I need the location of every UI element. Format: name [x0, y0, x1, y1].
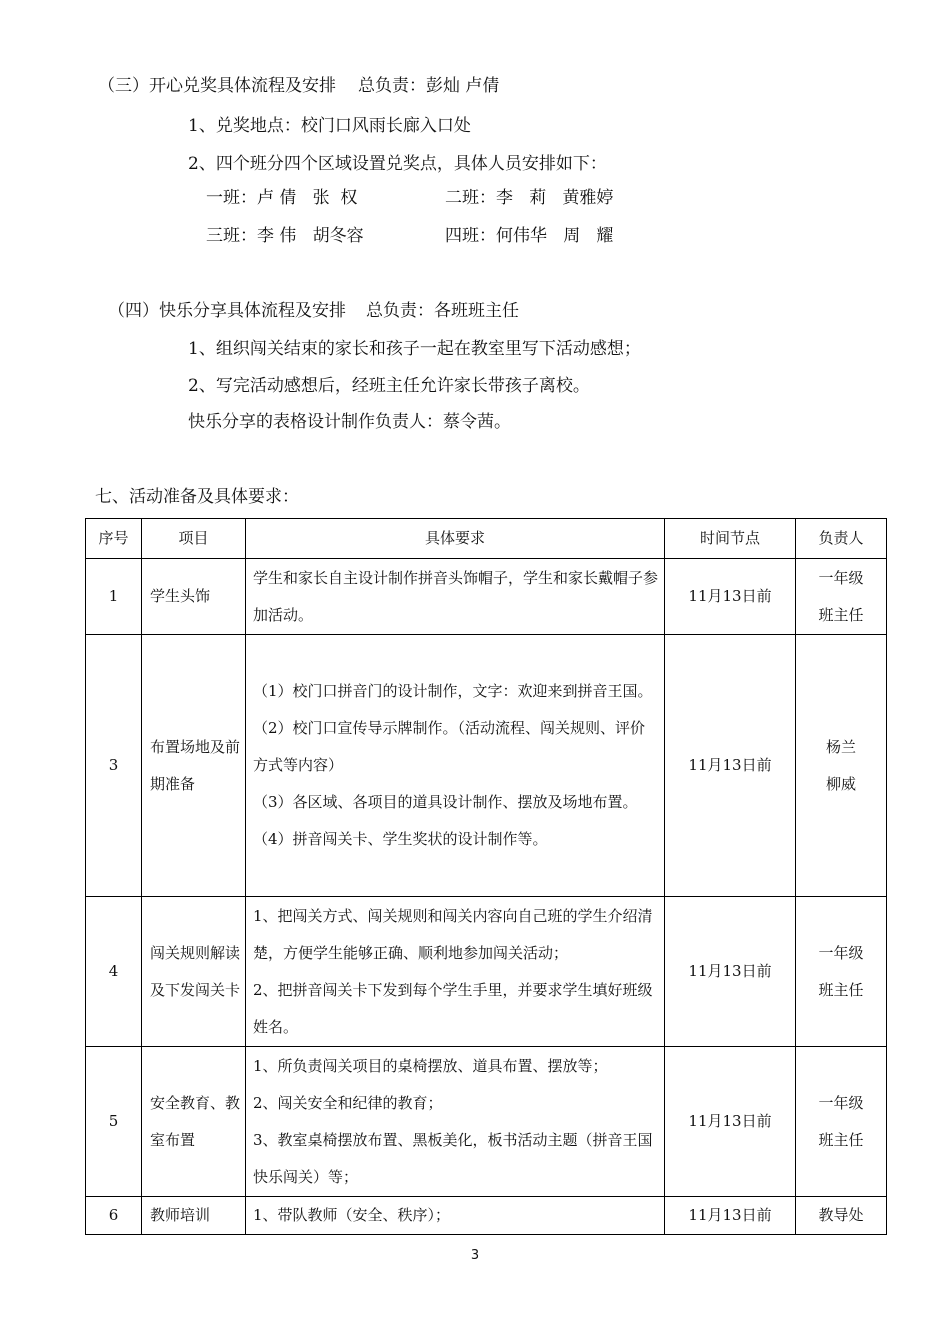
roster-class4: 四班：何伟华 周 耀 — [445, 226, 614, 246]
row-time: 11月13日前 — [665, 1047, 796, 1197]
owner-line: 教导处 — [818, 1206, 864, 1224]
row-no: 4 — [86, 897, 142, 1047]
section3-item1: 1、兑奖地点：校门口风雨长廊入口处 — [188, 116, 471, 136]
row-owner — [796, 1197, 887, 1235]
roster-class2: 二班：李 莉 黄雅婷 — [445, 188, 614, 208]
row-req — [246, 897, 665, 1047]
page-number: 3 — [470, 1248, 480, 1263]
table-row — [86, 897, 887, 1047]
section4-heading-line — [108, 299, 519, 323]
section3-owner: 总负责：彭灿 卢倩 — [358, 76, 500, 96]
section4-item1: 1、组织闯关结束的家长和孩子一起在教室里写下活动感想； — [188, 339, 641, 359]
header-no: 序号 — [86, 519, 142, 559]
section3-heading: （三）开心兑奖具体流程及安排 — [98, 76, 336, 96]
row-owner — [796, 1047, 887, 1197]
owner-line: 班主任 — [818, 605, 864, 624]
owner-line: 一年级 — [818, 1093, 864, 1112]
row-time: 11月13日前 — [665, 635, 796, 897]
row-owner — [796, 635, 887, 897]
req-line: （2）校门口宣传导示牌制作。（活动流程、闯关规则、评价方式等内容） — [253, 719, 646, 774]
section4-heading: （四）快乐分享具体流程及安排 — [108, 301, 346, 321]
row-req — [246, 1047, 665, 1197]
row-time: 11月13日前 — [665, 559, 796, 635]
row-item: 闯关规则解读及下发闯关卡 — [142, 897, 246, 1047]
req-line: （1）校门口拼音门的设计制作，文字：欢迎来到拼音王国。 — [253, 682, 653, 700]
row-owner — [796, 559, 887, 635]
header-req: 具体要求 — [246, 519, 665, 559]
row-item: 学生头饰 — [142, 559, 246, 635]
row-owner — [796, 897, 887, 1047]
row-no: 6 — [86, 1197, 142, 1235]
owner-line: 一年级 — [818, 568, 864, 587]
req-line: 2、闯关安全和纪律的教育； — [253, 1093, 443, 1112]
req-line: （3）各区域、各项目的道具设计制作、摆放及场地布置。 — [253, 793, 638, 811]
row-item: 教师培训 — [142, 1197, 246, 1235]
row-item: 布置场地及前期准备 — [142, 635, 246, 897]
req-line: 3、教室桌椅摆放布置、黑板美化，板书活动主题（拼音王国快乐闯关）等； — [253, 1130, 653, 1186]
table-row — [86, 635, 887, 897]
req-line: 1、所负责闯关项目的桌椅摆放、道具布置、摆放等； — [253, 1056, 608, 1075]
req-line: 学生和家长自主设计制作拼音头饰帽子，学生和家长戴帽子参加活动。 — [253, 568, 659, 624]
owner-line: 柳威 — [825, 774, 856, 793]
row-time: 11月13日前 — [665, 1197, 796, 1235]
requirements-table — [85, 518, 887, 1235]
row-no: 5 — [86, 1047, 142, 1197]
section3-heading-line — [98, 74, 499, 98]
header-item: 项目 — [142, 519, 246, 559]
row-req — [246, 559, 665, 635]
row-no: 1 — [86, 559, 142, 635]
req-line: 1、把闯关方式、闯关规则和闯关内容向自己班的学生介绍清楚，方便学生能够正确、顺利地参加闯关活动； — [253, 906, 653, 962]
owner-line: 班主任 — [818, 980, 864, 999]
table-row — [86, 1047, 887, 1197]
req-line: 2、把拼音闯关卡下发到每个学生手里，并要求学生填好班级姓名。 — [253, 980, 653, 1036]
roster-class3: 三班：李 伟 胡冬容 — [206, 226, 364, 246]
header-time: 时间节点 — [665, 519, 796, 559]
header-owner: 负责人 — [796, 519, 887, 559]
req-line: 1、带队教师（安全、秩序）； — [253, 1206, 451, 1224]
table-header-row — [86, 519, 887, 559]
row-item: 安全教育、教室布置 — [142, 1047, 246, 1197]
section3-item2: 2、四个班分四个区域设置兑奖点，具体人员安排如下： — [188, 154, 607, 174]
roster-class1: 一班：卢 倩 张 权 — [206, 188, 358, 208]
req-line: （4）拼音闯关卡、学生奖状的设计制作等。 — [253, 830, 548, 848]
row-time: 11月13日前 — [665, 897, 796, 1047]
section4-item3: 快乐分享的表格设计制作负责人：蔡令茜。 — [188, 412, 511, 432]
section4-item2: 2、写完活动感想后，经班主任允许家长带孩子离校。 — [188, 376, 590, 396]
owner-line: 杨兰 — [825, 737, 856, 756]
table-row — [86, 1197, 887, 1235]
table-row — [86, 559, 887, 635]
section4-owner: 总负责：各班班主任 — [366, 301, 519, 321]
row-req — [246, 1197, 665, 1235]
section7-heading: 七、活动准备及具体要求： — [95, 487, 299, 507]
row-no: 3 — [86, 635, 142, 897]
owner-line: 一年级 — [818, 943, 864, 962]
owner-line: 班主任 — [818, 1130, 864, 1149]
row-req — [246, 635, 665, 897]
